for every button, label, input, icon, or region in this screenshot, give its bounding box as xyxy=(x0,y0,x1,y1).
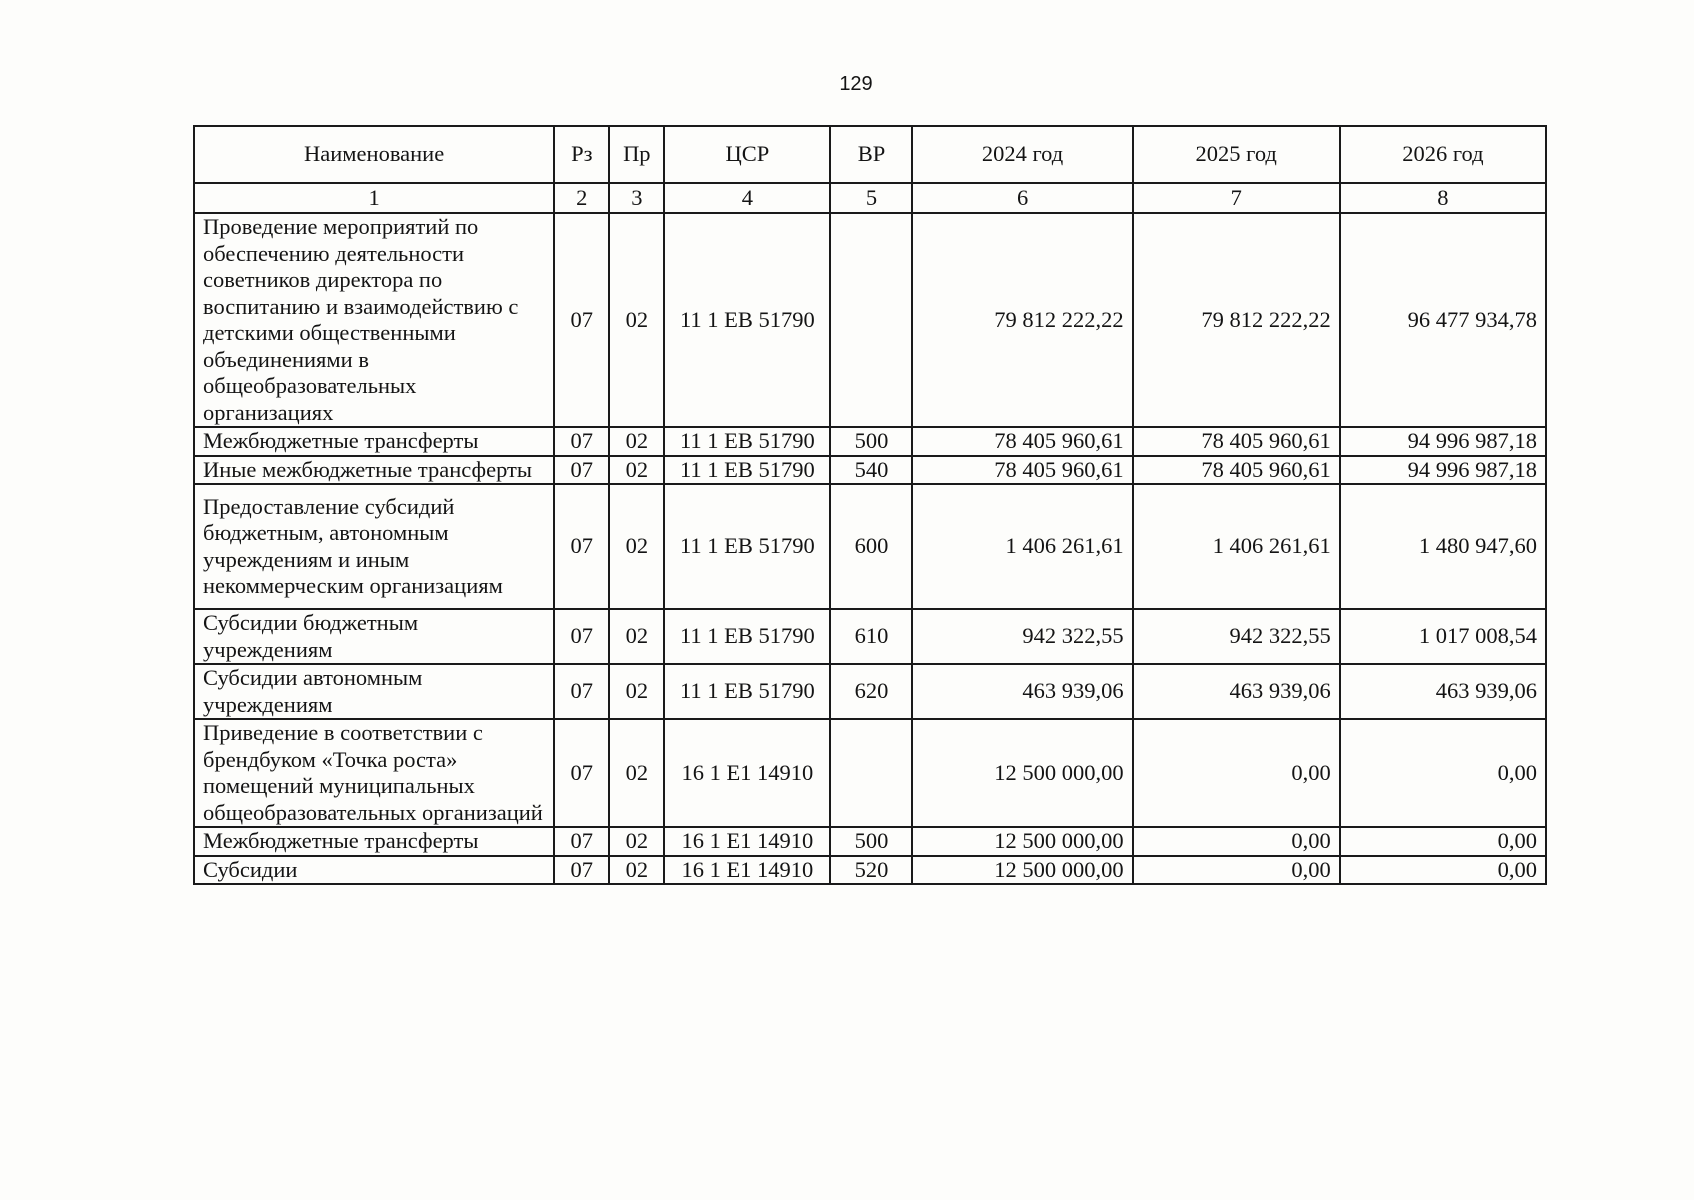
header-year-2026: 2026 год xyxy=(1340,126,1546,183)
page-number: 129 xyxy=(839,73,873,95)
table-row xyxy=(194,827,1546,856)
amount-2025-cell: 463 939,06 xyxy=(1133,664,1340,719)
pr-cell: 02 xyxy=(609,427,664,456)
amount-2025-cell: 0,00 xyxy=(1133,719,1340,827)
amount-2024-cell: 12 500 000,00 xyxy=(912,856,1132,885)
column-number: 3 xyxy=(609,183,664,213)
csr-cell: 16 1 Е1 14910 xyxy=(664,719,830,827)
vr-cell: 610 xyxy=(830,609,912,664)
column-number: 8 xyxy=(1340,183,1546,213)
amount-2026-cell: 463 939,06 xyxy=(1340,664,1546,719)
csr-cell: 11 1 ЕВ 51790 xyxy=(664,664,830,719)
rz-cell: 07 xyxy=(554,719,609,827)
rz-cell: 07 xyxy=(554,827,609,856)
table-header xyxy=(194,126,1546,213)
row-name-cell: Приведение в соответствии с брендбуком «Точка роста» помещений муниципальных общеобразовательных организаций xyxy=(194,719,554,827)
column-number: 4 xyxy=(664,183,830,213)
column-number-row xyxy=(194,183,1546,213)
pr-cell: 02 xyxy=(609,609,664,664)
amount-2026-cell: 0,00 xyxy=(1340,719,1546,827)
amount-2026-cell: 1 017 008,54 xyxy=(1340,609,1546,664)
amount-2024-cell: 463 939,06 xyxy=(912,664,1132,719)
vr-cell: 500 xyxy=(830,427,912,456)
vr-cell: 500 xyxy=(830,827,912,856)
column-number: 6 xyxy=(912,183,1132,213)
amount-2026-cell: 94 996 987,18 xyxy=(1340,427,1546,456)
amount-2024-cell: 1 406 261,61 xyxy=(912,484,1132,609)
amount-2026-cell: 0,00 xyxy=(1340,856,1546,885)
amount-2024-cell: 79 812 222,22 xyxy=(912,213,1132,427)
csr-cell: 16 1 Е1 14910 xyxy=(664,827,830,856)
amount-2024-cell: 78 405 960,61 xyxy=(912,427,1132,456)
column-number: 5 xyxy=(830,183,912,213)
rz-cell: 07 xyxy=(554,213,609,427)
table-row xyxy=(194,664,1546,719)
csr-cell: 11 1 ЕВ 51790 xyxy=(664,484,830,609)
amount-2024-cell: 78 405 960,61 xyxy=(912,456,1132,485)
row-name-cell: Субсидии xyxy=(194,856,554,885)
amount-2025-cell: 1 406 261,61 xyxy=(1133,484,1340,609)
table-row xyxy=(194,719,1546,827)
table-body xyxy=(194,213,1546,884)
table-row xyxy=(194,427,1546,456)
amount-2025-cell: 79 812 222,22 xyxy=(1133,213,1340,427)
vr-cell: 520 xyxy=(830,856,912,885)
rz-cell: 07 xyxy=(554,609,609,664)
column-number: 2 xyxy=(554,183,609,213)
header-year-2024: 2024 год xyxy=(912,126,1132,183)
row-name-cell: Проведение мероприятий по обеспечению деятельности советников директора по воспитанию и взаимодействию с детскими общественными объединениями в общеобразовательных организациях xyxy=(194,213,554,427)
table-row xyxy=(194,609,1546,664)
table-row xyxy=(194,456,1546,485)
column-number: 1 xyxy=(194,183,554,213)
rz-cell: 07 xyxy=(554,427,609,456)
header-csr: ЦСР xyxy=(664,126,830,183)
csr-cell: 11 1 ЕВ 51790 xyxy=(664,609,830,664)
amount-2026-cell: 0,00 xyxy=(1340,827,1546,856)
table-row xyxy=(194,484,1546,609)
vr-cell xyxy=(830,213,912,427)
pr-cell: 02 xyxy=(609,719,664,827)
csr-cell: 11 1 ЕВ 51790 xyxy=(664,456,830,485)
row-name-cell: Предоставление субсидий бюджетным, автономным учреждениям и иным некоммерческим организациям xyxy=(194,484,554,609)
header-year-2025: 2025 год xyxy=(1133,126,1340,183)
amount-2025-cell: 0,00 xyxy=(1133,856,1340,885)
csr-cell: 11 1 ЕВ 51790 xyxy=(664,213,830,427)
vr-cell: 600 xyxy=(830,484,912,609)
amount-2025-cell: 78 405 960,61 xyxy=(1133,456,1340,485)
header-rz: Рз xyxy=(554,126,609,183)
pr-cell: 02 xyxy=(609,213,664,427)
amount-2026-cell: 94 996 987,18 xyxy=(1340,456,1546,485)
rz-cell: 07 xyxy=(554,664,609,719)
rz-cell: 07 xyxy=(554,456,609,485)
rz-cell: 07 xyxy=(554,856,609,885)
column-number: 7 xyxy=(1133,183,1340,213)
header-pr: Пр xyxy=(609,126,664,183)
vr-cell: 620 xyxy=(830,664,912,719)
budget-table xyxy=(193,125,1547,885)
row-name-cell: Межбюджетные трансферты xyxy=(194,427,554,456)
amount-2025-cell: 0,00 xyxy=(1133,827,1340,856)
amount-2024-cell: 12 500 000,00 xyxy=(912,827,1132,856)
rz-cell: 07 xyxy=(554,484,609,609)
amount-2026-cell: 96 477 934,78 xyxy=(1340,213,1546,427)
row-name-cell: Межбюджетные трансферты xyxy=(194,827,554,856)
csr-cell: 16 1 Е1 14910 xyxy=(664,856,830,885)
pr-cell: 02 xyxy=(609,664,664,719)
table-row xyxy=(194,856,1546,885)
row-name-cell: Иные межбюджетные трансферты xyxy=(194,456,554,485)
header-row xyxy=(194,126,1546,183)
header-vr: ВР xyxy=(830,126,912,183)
pr-cell: 02 xyxy=(609,856,664,885)
pr-cell: 02 xyxy=(609,456,664,485)
header-name: Наименование xyxy=(194,126,554,183)
amount-2024-cell: 942 322,55 xyxy=(912,609,1132,664)
vr-cell: 540 xyxy=(830,456,912,485)
row-name-cell: Субсидии бюджетным учреждениям xyxy=(194,609,554,664)
table-row xyxy=(194,213,1546,427)
row-name-cell: Субсидии автономным учреждениям xyxy=(194,664,554,719)
amount-2025-cell: 78 405 960,61 xyxy=(1133,427,1340,456)
amount-2025-cell: 942 322,55 xyxy=(1133,609,1340,664)
vr-cell xyxy=(830,719,912,827)
amount-2024-cell: 12 500 000,00 xyxy=(912,719,1132,827)
amount-2026-cell: 1 480 947,60 xyxy=(1340,484,1546,609)
pr-cell: 02 xyxy=(609,484,664,609)
pr-cell: 02 xyxy=(609,827,664,856)
csr-cell: 11 1 ЕВ 51790 xyxy=(664,427,830,456)
